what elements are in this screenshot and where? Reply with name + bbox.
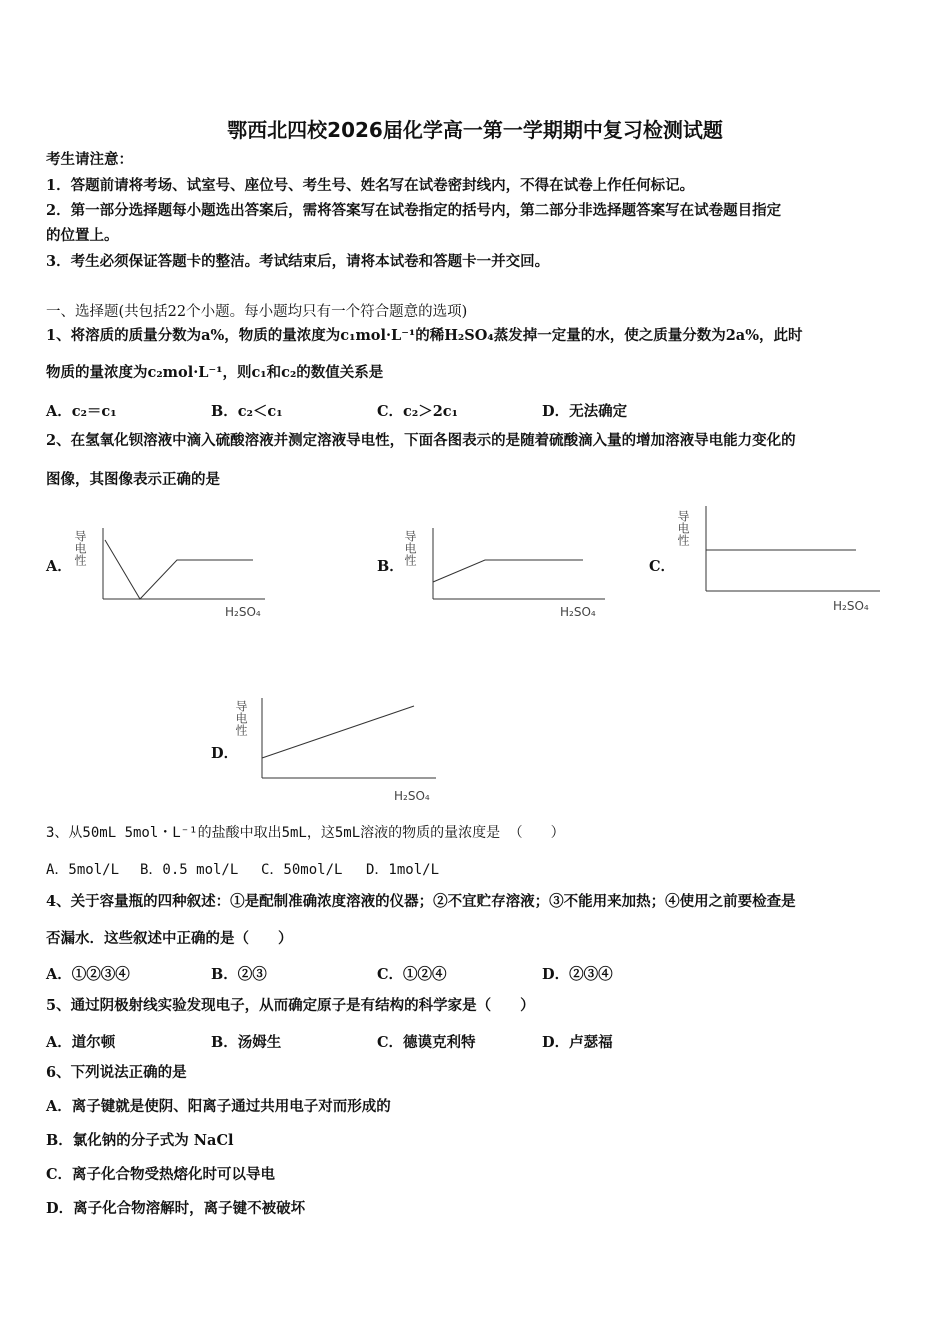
x-axis-label: H₂SO₄ [560, 605, 596, 619]
q3-text: 3、从50mL 5mol・L⁻¹的盐酸中取出5mL，这5mL溶液的物质的量浓度是 （ ） [46, 825, 565, 841]
notice-item: 的位置上。 [46, 227, 119, 244]
q1-text: 1、将溶质的质量分数为a%，物质的量浓度为c₁mol·L⁻¹的稀H₂SO₄蒸发掉一定量的水，使之质量分数为2a%，此时 [46, 327, 803, 344]
q6-option-b: B．氯化钠的分子式为 NaCl [46, 1132, 234, 1149]
q2-option-d: D． [211, 745, 239, 762]
q2-option-c: C． [649, 558, 676, 575]
y-axis-label: 导电性 [403, 530, 417, 566]
y-axis-label: 导电性 [73, 530, 87, 566]
q2-text: 图像，其图像表示正确的是 [46, 471, 220, 488]
q4-text: 4、关于容量瓶的四种叙述：①是配制准确浓度溶液的仪器；②不宜贮存溶液；③不能用来加热；④使用之前要检查是 [46, 893, 796, 910]
q4-option-c: C．①②④ [377, 966, 447, 983]
q4-text: 否漏水．这些叙述中正确的是（ ） [46, 930, 293, 947]
graph-d [236, 688, 446, 808]
x-axis-label: H₂SO₄ [833, 599, 869, 613]
x-axis-label: H₂SO₄ [394, 789, 430, 803]
q1-option-a: A．c₂＝c₁ [46, 403, 117, 420]
q1-option-d: D．无法确定 [542, 403, 628, 420]
q3-option-c: C．50mol/L [261, 862, 343, 878]
q5-option-c: C．德谟克利特 [377, 1034, 476, 1051]
q6-option-c: C．离子化合物受热熔化时可以导电 [46, 1166, 276, 1183]
q2-option-b: B． [377, 558, 404, 575]
curve [262, 706, 414, 758]
q4-option-b: B．②③ [211, 966, 267, 983]
y-axis-label: 导电性 [676, 510, 690, 546]
page-title: 鄂西北四校2026届化学高一第一学期期中复习检测试题 [227, 118, 723, 142]
q1-option-b: B．c₂＜c₁ [211, 403, 283, 420]
graph-b [405, 518, 615, 628]
q3-option-d: D．1mol/L [366, 862, 440, 878]
notice-item: 3．考生必须保证答题卡的整洁。考试结束后，请将本试卷和答题卡一并交回。 [46, 253, 550, 270]
q3-option-b: B．0.5 mol/L [140, 862, 239, 878]
notice-item: 1．答题前请将考场、试室号、座位号、考生号、姓名写在试卷密封线内，不得在试卷上作任何标记。 [46, 177, 695, 194]
q1-text: 物质的量浓度为c₂mol·L⁻¹，则c₁和c₂的数值关系是 [46, 364, 384, 381]
curve [433, 560, 583, 582]
q3-option-a: A．5mol/L [46, 862, 120, 878]
q6-option-a: A．离子键就是使阴、阳离子通过共用电子对而形成的 [46, 1098, 391, 1115]
q5-text: 5、通过阴极射线实验发现电子，从而确定原子是有结构的科学家是（ ） [46, 997, 535, 1014]
graph-a [75, 518, 285, 628]
y-axis-label: 导电性 [234, 700, 248, 736]
q5-option-a: A．道尔顿 [46, 1034, 116, 1051]
q2-option-a: A． [46, 558, 72, 575]
q6-option-d: D．离子化合物溶解时，离子键不被破坏 [46, 1200, 306, 1217]
graph-c [678, 498, 888, 623]
q6-text: 6、下列说法正确的是 [46, 1064, 187, 1081]
curve [105, 540, 253, 599]
q4-option-a: A．①②③④ [46, 966, 130, 983]
section-heading: 一、选择题(共包括22个小题。每小题均只有一个符合题意的选项) [46, 304, 468, 320]
x-axis-label: H₂SO₄ [225, 605, 261, 619]
q2-text: 2、在氢氧化钡溶液中滴入硫酸溶液并测定溶液导电性，下面各图表示的是随着硫酸滴入量的增加溶液导电能力变化的 [46, 432, 796, 449]
q5-option-d: D．卢瑟福 [542, 1034, 613, 1051]
q1-option-c: C．c₂＞2c₁ [377, 403, 458, 420]
q4-option-d: D．②③④ [542, 966, 613, 983]
q5-option-b: B．汤姆生 [211, 1034, 282, 1051]
notice-item: 2．第一部分选择题每小题选出答案后，需将答案写在试卷指定的括号内，第二部分非选择题答案写在试卷题目指定 [46, 202, 782, 219]
notice-heading: 考生请注意： [46, 151, 133, 168]
